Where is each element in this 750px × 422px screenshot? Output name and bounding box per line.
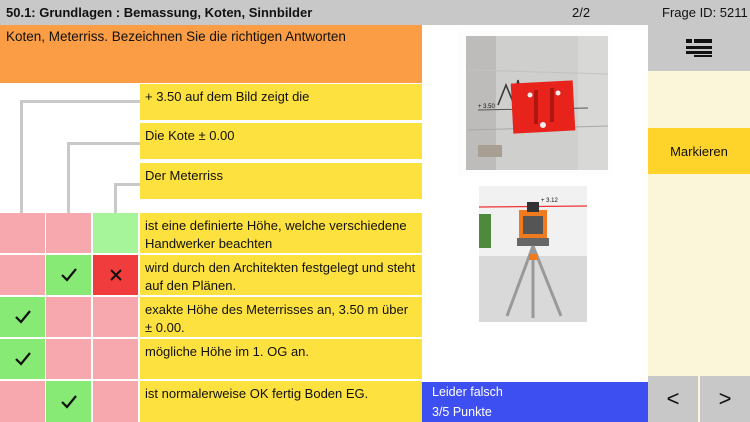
answer-cell-r1-c3[interactable] <box>93 213 138 253</box>
answer-cell-r1-c1[interactable] <box>0 213 45 253</box>
result-status: Leider falsch <box>432 385 503 399</box>
answer-cell-r5-c2[interactable] <box>46 381 91 422</box>
answer-text-2: wird durch den Architekten festgelegt und steht auf den Plänen. <box>140 255 422 295</box>
question-text: Koten, Meterriss. Bezeichnen Sie die richtigen Antworten <box>0 25 422 83</box>
answer-cell-r3-c2[interactable] <box>46 297 91 337</box>
previous-button[interactable]: < <box>648 376 698 422</box>
check-icon <box>14 309 32 325</box>
answer-cell-r2-c3[interactable] <box>93 255 138 295</box>
connector-line-1-vertical <box>20 100 23 213</box>
answer-text-5: ist normalerweise OK fertig Boden EG. <box>140 381 422 422</box>
connector-line-3 <box>114 183 140 186</box>
list-menu-icon <box>686 39 712 57</box>
title-bar <box>0 0 750 25</box>
connector-line-2 <box>67 142 140 145</box>
check-icon <box>60 267 78 283</box>
answer-cell-r3-c1[interactable] <box>0 297 45 337</box>
answer-cell-r4-c1[interactable] <box>0 339 45 379</box>
sidebar <box>648 25 750 422</box>
result-points: 3/5 Punkte <box>432 405 492 419</box>
page-title: 50.1: Grundlagen : Bemassung, Koten, Sinnbilder <box>6 5 313 20</box>
column-header-1: + 3.50 auf dem Bild zeigt die <box>140 84 422 120</box>
check-icon <box>14 351 32 367</box>
check-icon <box>60 394 78 410</box>
photo-wall-label: + 3.50 <box>478 104 495 110</box>
photo-laser-label: + 3.12 <box>541 198 558 204</box>
answer-cell-r4-c3[interactable] <box>93 339 138 379</box>
connector-line-3-vertical <box>114 183 117 213</box>
photo-laser-tripod <box>479 186 587 322</box>
photo-wall-marker <box>458 30 612 176</box>
connector-line-2-vertical <box>67 142 70 213</box>
column-header-3: Der Meterriss <box>140 163 422 199</box>
answer-cell-r4-c2[interactable] <box>46 339 91 379</box>
answer-cell-r5-c1[interactable] <box>0 381 45 422</box>
mark-button[interactable]: Markieren <box>648 128 750 174</box>
answer-cell-r3-c3[interactable] <box>93 297 138 337</box>
column-header-2: Die Kote ± 0.00 <box>140 123 422 159</box>
result-box <box>422 382 648 422</box>
answer-text-1: ist eine definierte Höhe, welche verschiedene Handwerker beachten <box>140 213 422 253</box>
answer-cell-r1-c2[interactable] <box>46 213 91 253</box>
answer-cell-r2-c1[interactable] <box>0 255 45 295</box>
cross-icon <box>109 268 123 282</box>
connector-line-1 <box>20 100 140 103</box>
menu-button[interactable] <box>648 25 750 71</box>
answer-text-4: mögliche Höhe im 1. OG an. <box>140 339 422 379</box>
question-id: Frage ID: 5211 <box>662 5 748 20</box>
answer-text-3: exakte Höhe des Meterrisses an, 3.50 m über ± 0.00. <box>140 297 422 337</box>
answer-cell-r5-c3[interactable] <box>93 381 138 422</box>
answer-cell-r2-c2[interactable] <box>46 255 91 295</box>
next-button[interactable]: > <box>700 376 750 422</box>
page-counter: 2/2 <box>572 5 591 20</box>
